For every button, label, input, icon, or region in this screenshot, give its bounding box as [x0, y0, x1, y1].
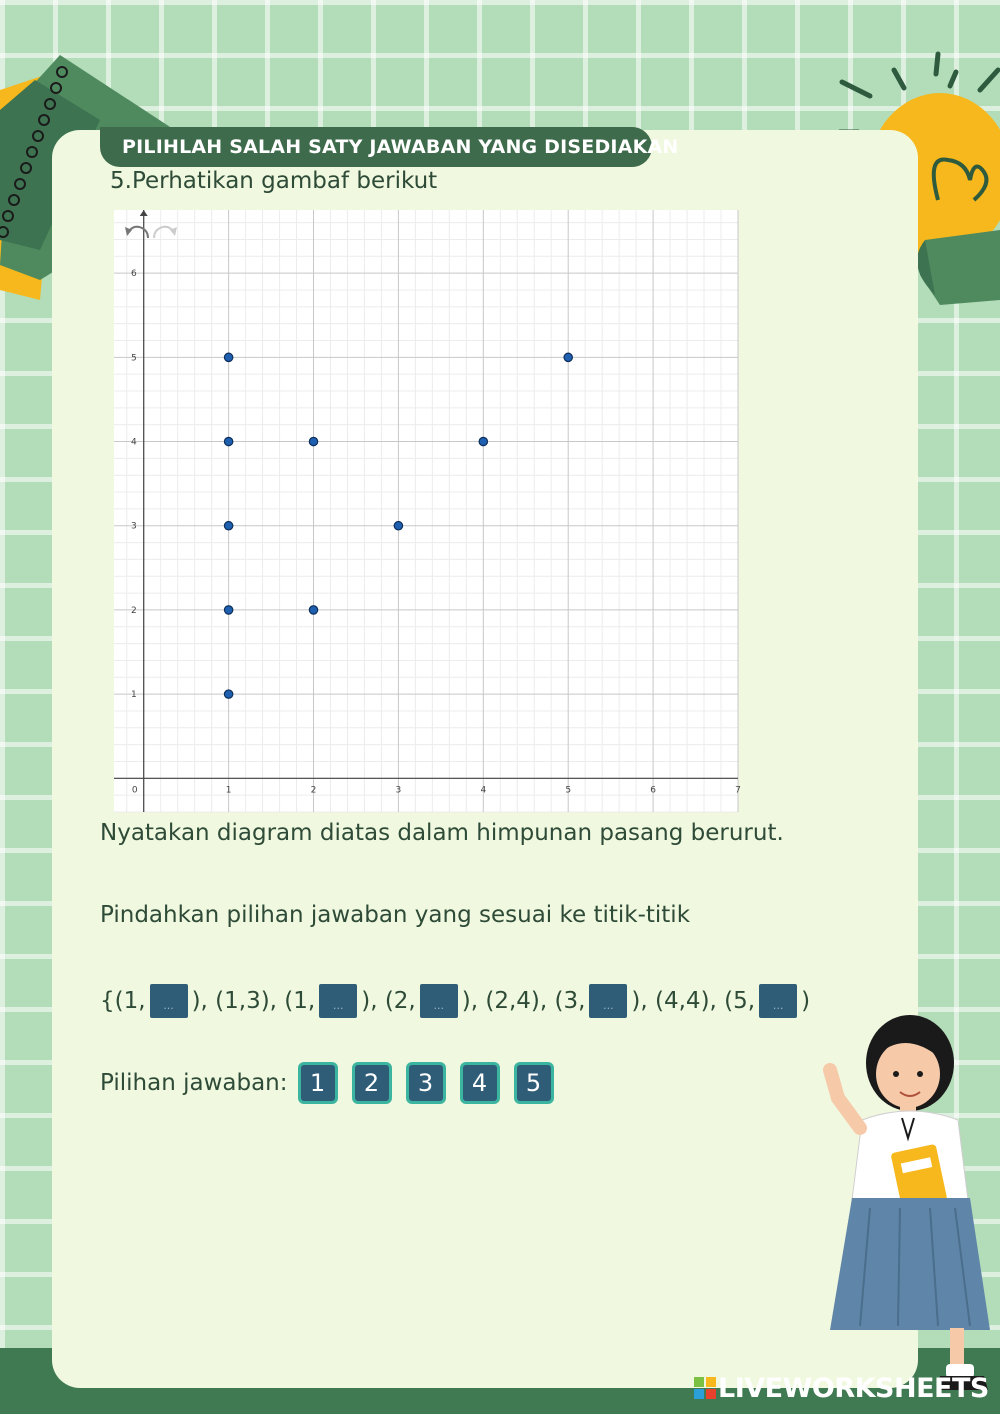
y-tick-label: 6 [130, 269, 137, 280]
liveworksheets-text: LIVEWORKSHEETS [718, 1372, 989, 1404]
answer-text-part: ), (2,4), (3, [461, 988, 586, 1014]
instruction-text-2: Pindahkan pilihan jawaban yang sesuai ke titik-titik [100, 902, 691, 928]
data-point [224, 522, 232, 530]
answer-blank-1[interactable]: ... [150, 984, 188, 1018]
x-tick-label: 7 [735, 785, 741, 796]
answer-text-part: {(1, [100, 988, 146, 1014]
data-point [309, 606, 317, 614]
undo-icon[interactable] [125, 227, 148, 238]
x-tick-label: 1 [225, 785, 232, 796]
redo-icon[interactable] [154, 227, 177, 238]
x-tick-label: 6 [650, 785, 656, 796]
student-illustration [800, 1008, 1000, 1408]
liveworksheets-logo[interactable] [694, 1374, 989, 1402]
y-tick-label: 4 [130, 437, 137, 448]
liveworksheets-badge-icon [694, 1377, 716, 1399]
data-point [479, 437, 487, 445]
x-tick-label: 0 [131, 785, 138, 796]
choice-chip-1[interactable]: 1 [298, 1062, 338, 1104]
answer-text-part: ), (4,4), (5, [631, 988, 756, 1014]
x-tick-label: 3 [395, 785, 402, 796]
x-tick-label: 4 [480, 785, 487, 796]
choice-chip-5[interactable]: 5 [514, 1062, 554, 1104]
answer-set-row [100, 982, 810, 1020]
y-tick-label: 1 [130, 690, 137, 701]
choices-label: Pilihan jawaban: [100, 1070, 288, 1096]
instruction-text-1: Nyatakan diagram diatas dalam himpunan pasang berurut. [100, 820, 784, 846]
answer-text-part: ), (2, [361, 988, 416, 1014]
choice-chip-2[interactable]: 2 [352, 1062, 392, 1104]
data-point [224, 437, 232, 445]
data-point [309, 437, 317, 445]
data-point [564, 353, 572, 361]
answer-blank-5[interactable]: ... [759, 984, 797, 1018]
data-point [224, 353, 232, 361]
choice-chip-4[interactable]: 4 [460, 1062, 500, 1104]
question-title: 5.Perhatikan gambaf berikut [110, 168, 438, 194]
answer-blank-2[interactable]: ... [319, 984, 357, 1018]
answer-text-part: ) [801, 988, 811, 1014]
answer-blank-3[interactable]: ... [420, 984, 458, 1018]
y-tick-label: 3 [130, 521, 137, 532]
scatter-chart [114, 210, 741, 812]
y-axis-arrow [140, 210, 148, 216]
answer-text-part: ), (1,3), (1, [191, 988, 316, 1014]
instruction-banner: PILIHLAH SALAH SATY JAWABAN YANG DISEDIAKAN [100, 127, 652, 167]
coordinate-graph [114, 210, 741, 812]
data-point [224, 606, 232, 614]
x-tick-label: 5 [565, 785, 572, 796]
data-point [394, 522, 402, 530]
choices-row [100, 1060, 568, 1106]
choice-chip-3[interactable]: 3 [406, 1062, 446, 1104]
x-tick-label: 2 [310, 785, 317, 796]
y-tick-label: 5 [130, 353, 137, 364]
y-tick-label: 2 [130, 605, 137, 616]
answer-blank-4[interactable]: ... [589, 984, 627, 1018]
data-point [224, 690, 232, 698]
